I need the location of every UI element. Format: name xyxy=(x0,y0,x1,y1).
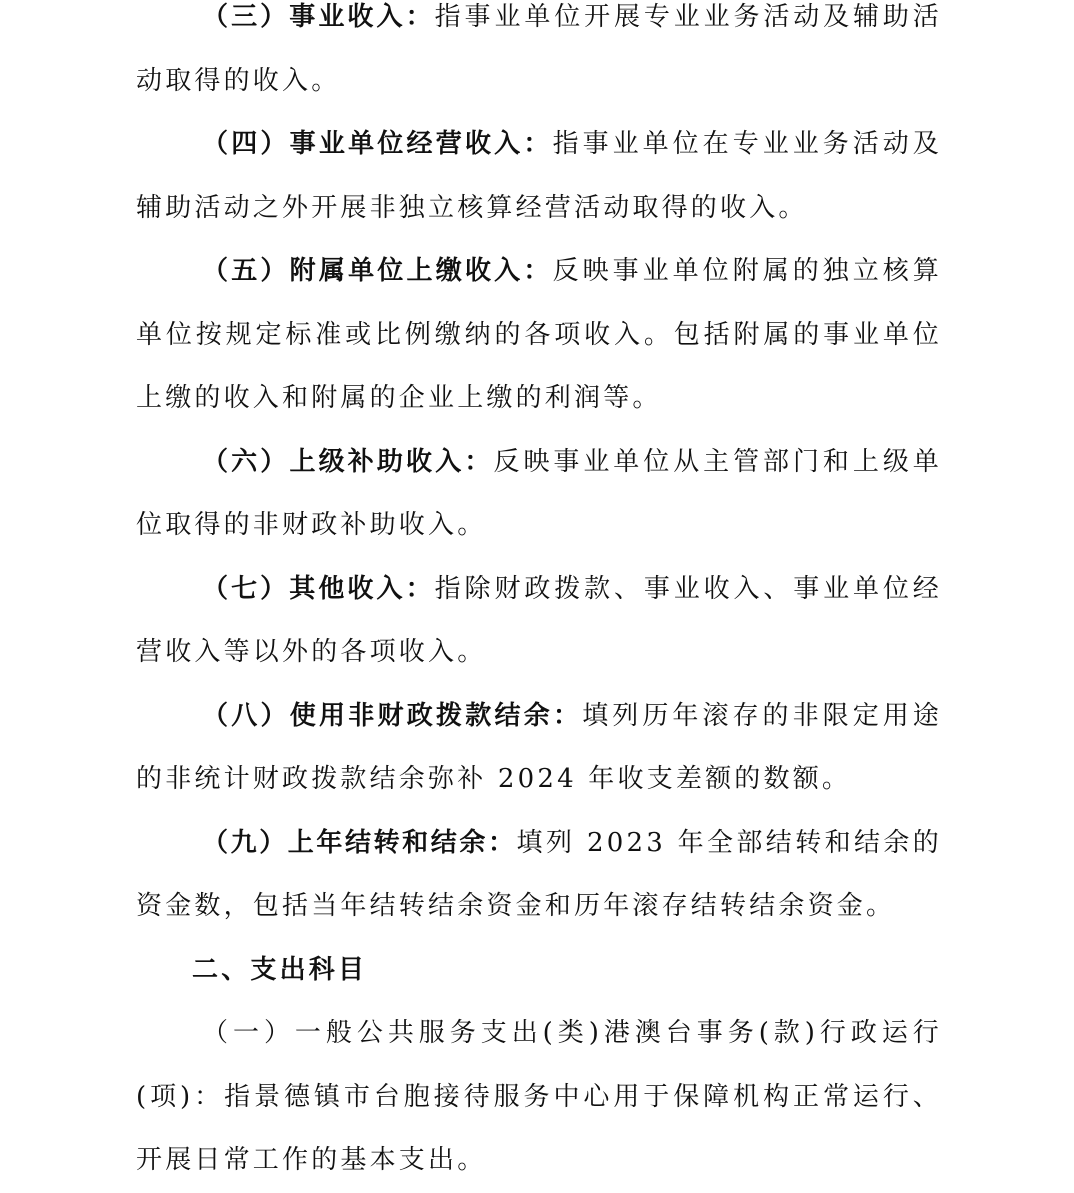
paragraph-text: 填列 2023 年全部结转和结余的资金数，包括当年结转结余资金和历年滚存结转结余资金。 xyxy=(136,827,942,921)
paragraph-other-income xyxy=(136,558,942,685)
paragraph-lead: （三）事业收入： xyxy=(202,2,435,32)
paragraph-non-fiscal-surplus xyxy=(136,685,942,812)
paragraph-text: 指事业单位在专业业务活动及辅助活动之外开展非独立核算经营活动取得的收入。 xyxy=(136,129,942,223)
paragraph-business-income xyxy=(136,0,942,113)
paragraph-text: （一）一般公共服务支出(类)港澳台事务(款)行政运行(项)：指景德镇市台胞接待服务中心用于保障机构正常运行、开展日常工作的基本支出。 xyxy=(136,1018,942,1175)
document-page xyxy=(136,0,942,1193)
paragraph-text: 反映事业单位从主管部门和上级单位取得的非财政补助收入。 xyxy=(136,446,942,540)
paragraph-lead: （八）使用非财政拨款结余： xyxy=(202,700,583,731)
paragraph-prior-year-carryover xyxy=(136,812,942,939)
paragraph-lead: （四）事业单位经营收入： xyxy=(202,129,553,159)
paragraph-affiliated-income xyxy=(136,240,942,431)
paragraph-lead: （七）其他收入： xyxy=(202,573,435,604)
paragraph-lead: （九）上年结转和结余： xyxy=(202,827,517,858)
paragraph-lead: （五）附属单位上缴收入： xyxy=(202,256,553,286)
paragraph-text: 指事业单位开展专业业务活动及辅助活动取得的收入。 xyxy=(136,2,942,96)
paragraph-lead: （六）上级补助收入： xyxy=(202,446,494,477)
paragraph-general-public-service xyxy=(136,1002,942,1193)
paragraph-text: 指除财政拨款、事业收入、事业单位经营收入等以外的各项收入。 xyxy=(136,573,942,667)
paragraph-text: 填列历年滚存的非限定用途的非统计财政拨款结余弥补 2024 年收支差额的数额。 xyxy=(136,700,942,794)
paragraph-operating-income xyxy=(136,113,942,240)
paragraph-superior-subsidy xyxy=(136,431,942,558)
paragraph-text: 反映事业单位附属的独立核算单位按规定标准或比例缴纳的各项收入。包括附属的事业单位上缴的收入和附属的企业上缴的利润等。 xyxy=(136,256,942,413)
section-heading-expenditure: 二、支出科目 xyxy=(192,954,368,985)
